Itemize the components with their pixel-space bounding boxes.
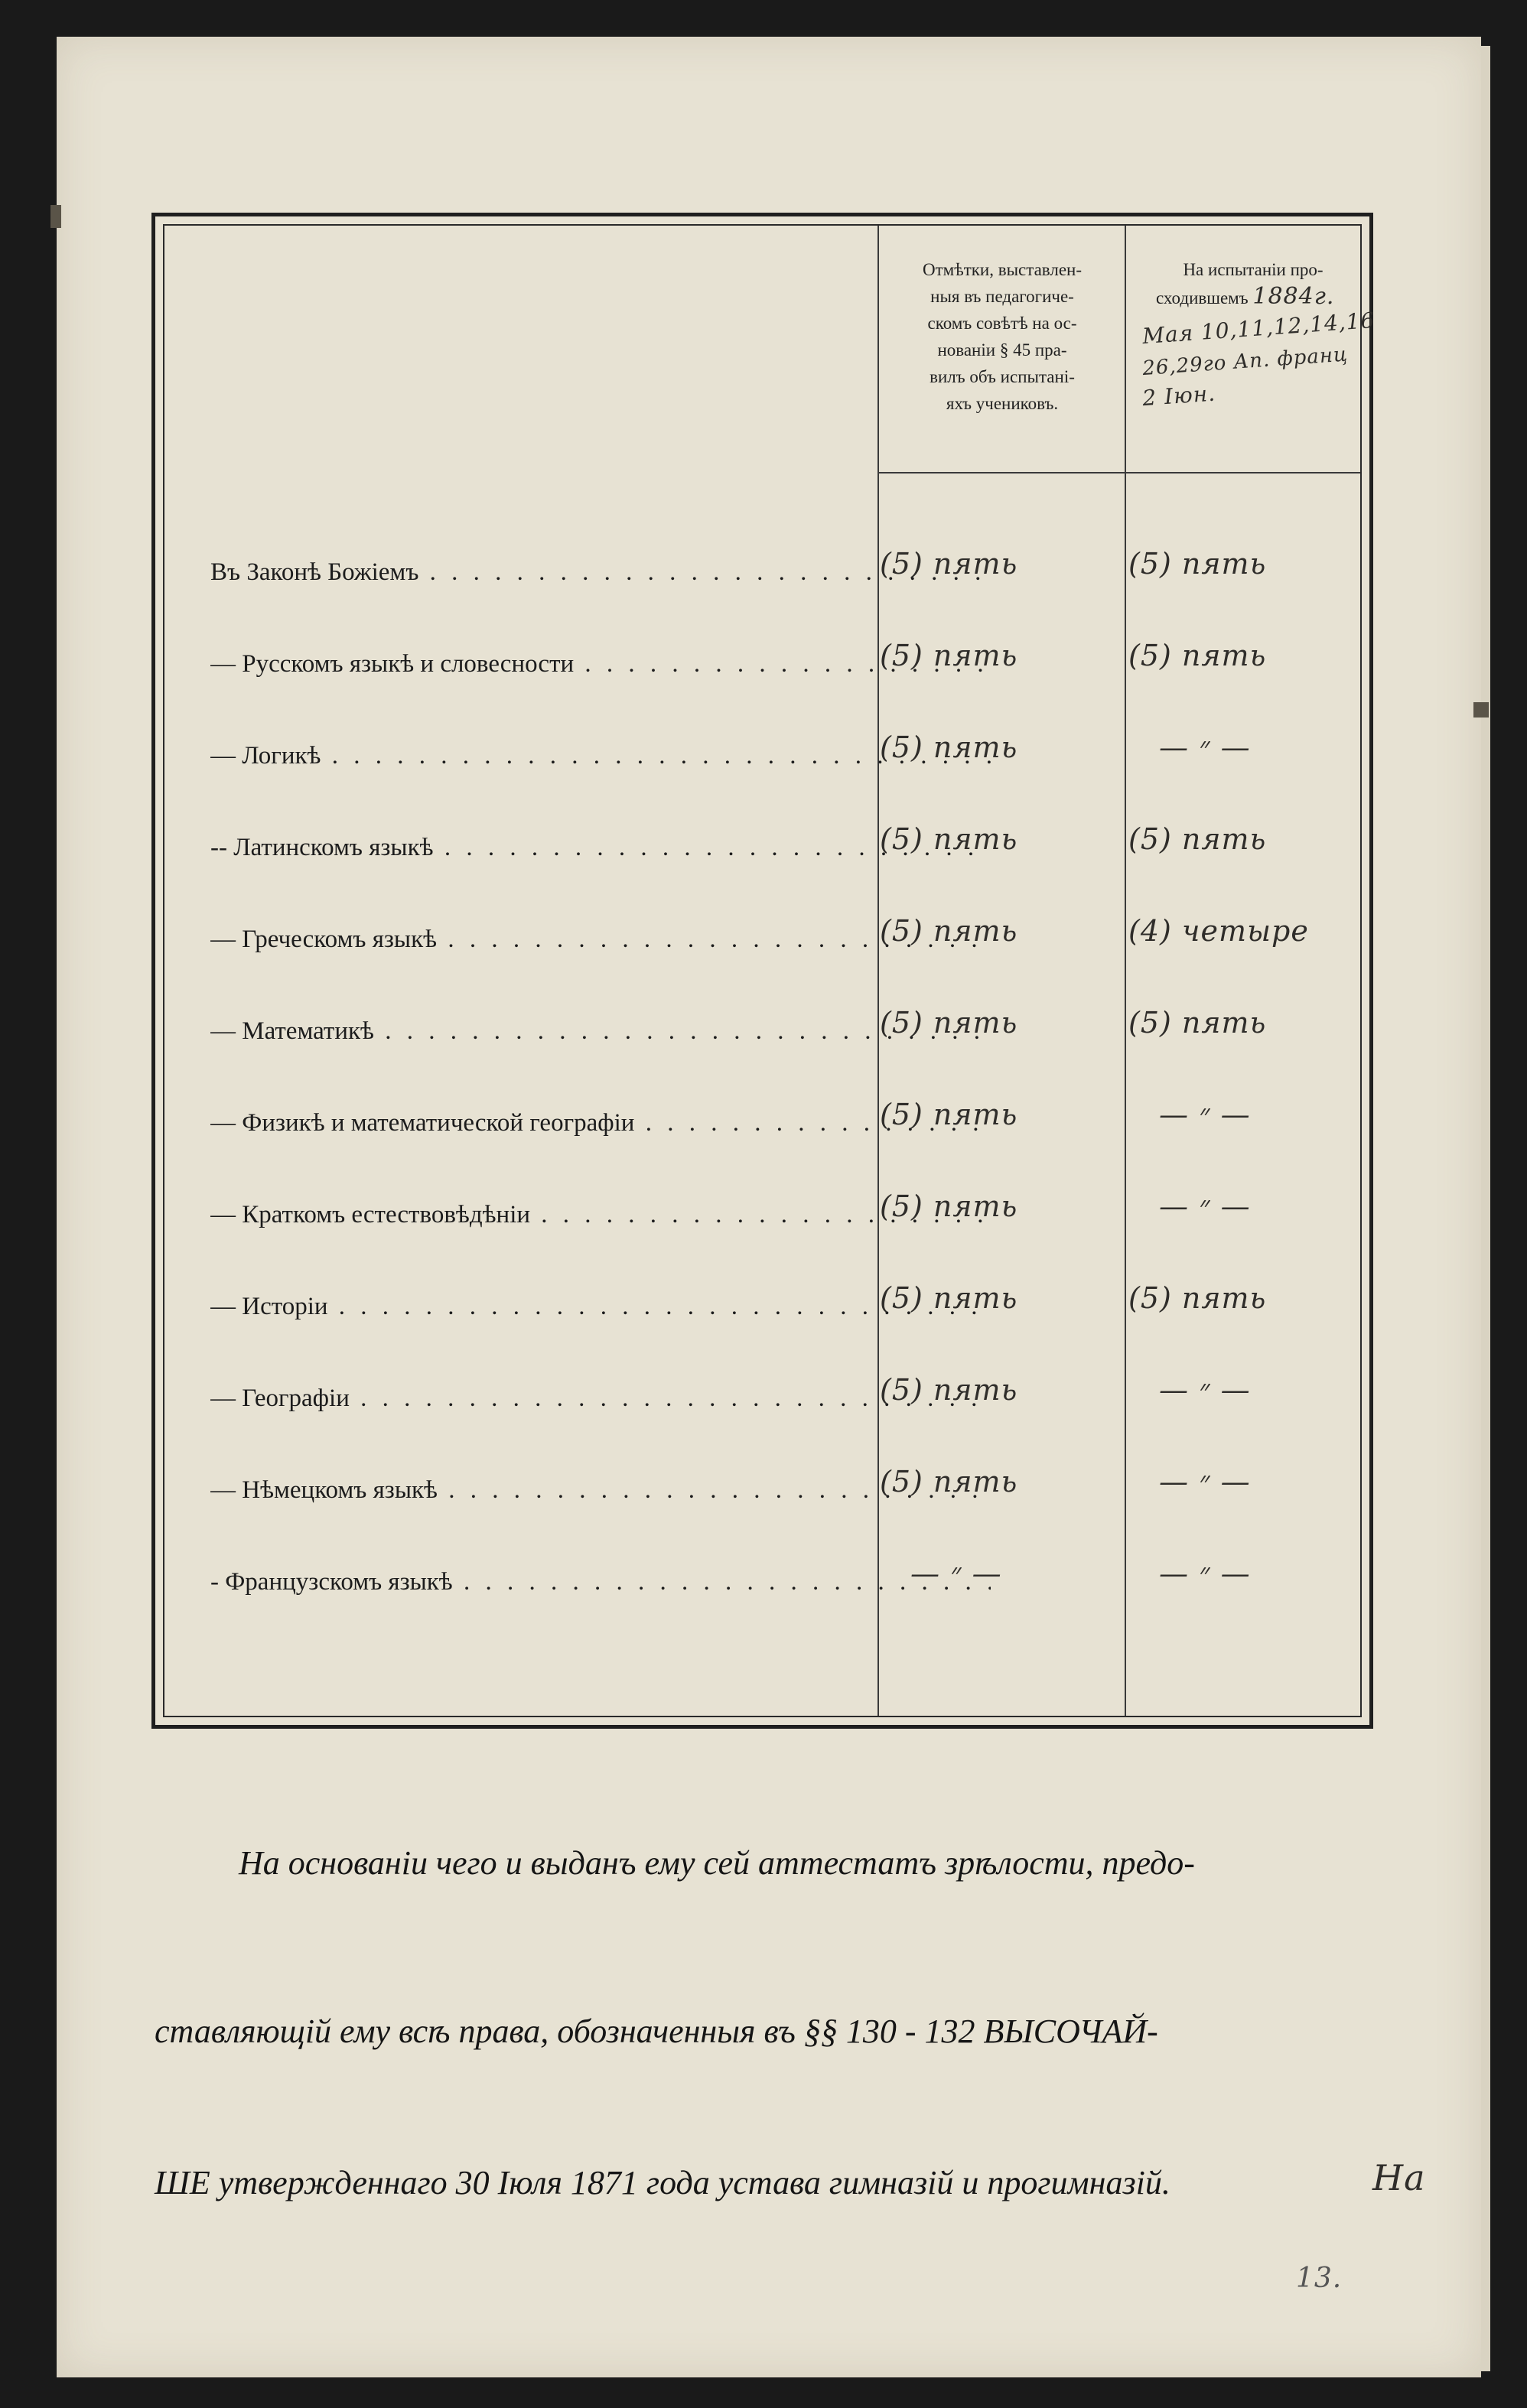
council-mark: (5) пять: [880, 1465, 1018, 1498]
exam-mark: (5) пять: [1128, 822, 1267, 856]
paper-scrap: [1473, 702, 1489, 718]
subject-label: — Логикѣ . . .: [210, 737, 991, 775]
col2-header-handwritten: 26,29го Ап. франц: [1141, 343, 1349, 381]
grades-table-inner: [163, 224, 1376, 1717]
certificate-text-line: ставляющій ему всѣ права, обозначенныя въ §§ 130 - 132 ВЫСОЧАЙ-: [155, 2013, 1158, 2050]
exam-mark: (4) четыре: [1128, 914, 1309, 948]
exam-mark: — ״ —: [1159, 1465, 1251, 1498]
table-row: [164, 1465, 1360, 1517]
exam-mark: — ״ —: [1159, 731, 1251, 764]
table-row: [164, 731, 1360, 783]
col1-header: [880, 256, 1125, 417]
col2-header-print: сходившемъ: [1156, 288, 1249, 308]
col2-header-print: На испытаніи про-: [1183, 260, 1324, 279]
col2-header-handwritten: Мая 10,11,12,14,16: [1141, 307, 1376, 350]
col2-header-handwritten: 2 Іюн.: [1141, 380, 1217, 412]
table-row: [164, 547, 1360, 599]
council-mark: (5) пять: [880, 1281, 1018, 1315]
table-row: [164, 1557, 1360, 1609]
table-row: [164, 822, 1360, 874]
certificate-text-line: На основаніи чего и выданъ ему сей аттестатъ зрѣлости, предо-: [239, 1844, 1195, 1882]
exam-mark: (5) пять: [1128, 639, 1267, 672]
paper-scrap: [50, 205, 61, 228]
certificate-page: [57, 37, 1481, 2377]
subject-label: — Физикѣ и математической географіи . . .: [210, 1104, 991, 1142]
col1-header-line: вилъ объ испытані-: [930, 367, 1075, 386]
subject-label: — Греческомъ языкѣ . . .: [210, 920, 991, 958]
grades-table: [151, 213, 1376, 1729]
certificate-text-line: ШЕ утвержденнаго 30 Іюля 1871 года устава гимназій и прогимназій.: [155, 2164, 1170, 2201]
council-mark: — ״ —: [910, 1557, 1002, 1590]
margin-handwritten-note: На: [1372, 2157, 1426, 2198]
council-mark: (5) пять: [880, 1006, 1018, 1040]
table-row: [164, 1098, 1360, 1150]
exam-mark: (5) пять: [1128, 1006, 1267, 1040]
council-mark: (5) пять: [880, 1189, 1018, 1223]
col1-header-line: нованіи § 45 пра-: [937, 340, 1067, 360]
header-divider: [877, 472, 1360, 473]
subject-label: — Нѣмецкомъ языкѣ . . .: [210, 1471, 991, 1509]
exam-mark: — ״ —: [1159, 1189, 1251, 1223]
exam-mark: (5) пять: [1128, 547, 1267, 581]
subject-label: -- Латинскомъ языкѣ . . .: [210, 828, 991, 867]
col2-header-handwritten: 1884г.: [1252, 283, 1335, 310]
council-mark: (5) пять: [880, 822, 1018, 856]
subject-label: — Математикѣ . . .: [210, 1012, 991, 1050]
table-row: [164, 1373, 1360, 1425]
subject-label: — Русскомъ языкѣ и словесности . . .: [210, 645, 991, 683]
exam-mark: — ״ —: [1159, 1373, 1251, 1407]
table-row: [164, 1006, 1360, 1058]
exam-mark: (5) пять: [1128, 1281, 1267, 1315]
subject-label: — Географіи . . .: [210, 1379, 991, 1417]
table-row: [164, 1189, 1360, 1241]
subject-label: — Исторіи . . .: [210, 1287, 991, 1326]
col1-header-line: Отмѣтки, выставлен-: [922, 260, 1082, 279]
corner-pencil-note: 13.: [1296, 2263, 1343, 2294]
col2-header: [1127, 256, 1387, 412]
council-mark: (5) пять: [880, 639, 1018, 672]
council-mark: (5) пять: [880, 1098, 1018, 1131]
table-row: [164, 1281, 1360, 1333]
council-mark: (5) пять: [880, 547, 1018, 581]
col1-header-line: ныя въ педагогиче-: [930, 287, 1074, 306]
subject-label: - Французскомъ языкѣ . . .: [210, 1563, 991, 1601]
exam-mark: — ״ —: [1159, 1557, 1251, 1590]
council-mark: (5) пять: [880, 914, 1018, 948]
table-row: [164, 914, 1360, 966]
col1-header-line: яхъ учениковъ.: [946, 394, 1059, 413]
subject-label: — Краткомъ естествовѣдѣніи . . .: [210, 1196, 991, 1234]
council-mark: (5) пять: [880, 1373, 1018, 1407]
table-row: [164, 639, 1360, 691]
col1-header-line: скомъ совѣтѣ на ос-: [927, 314, 1077, 333]
exam-mark: — ״ —: [1159, 1098, 1251, 1131]
subject-label: Въ Законѣ Божіемъ . . .: [210, 553, 991, 591]
council-mark: (5) пять: [880, 731, 1018, 764]
